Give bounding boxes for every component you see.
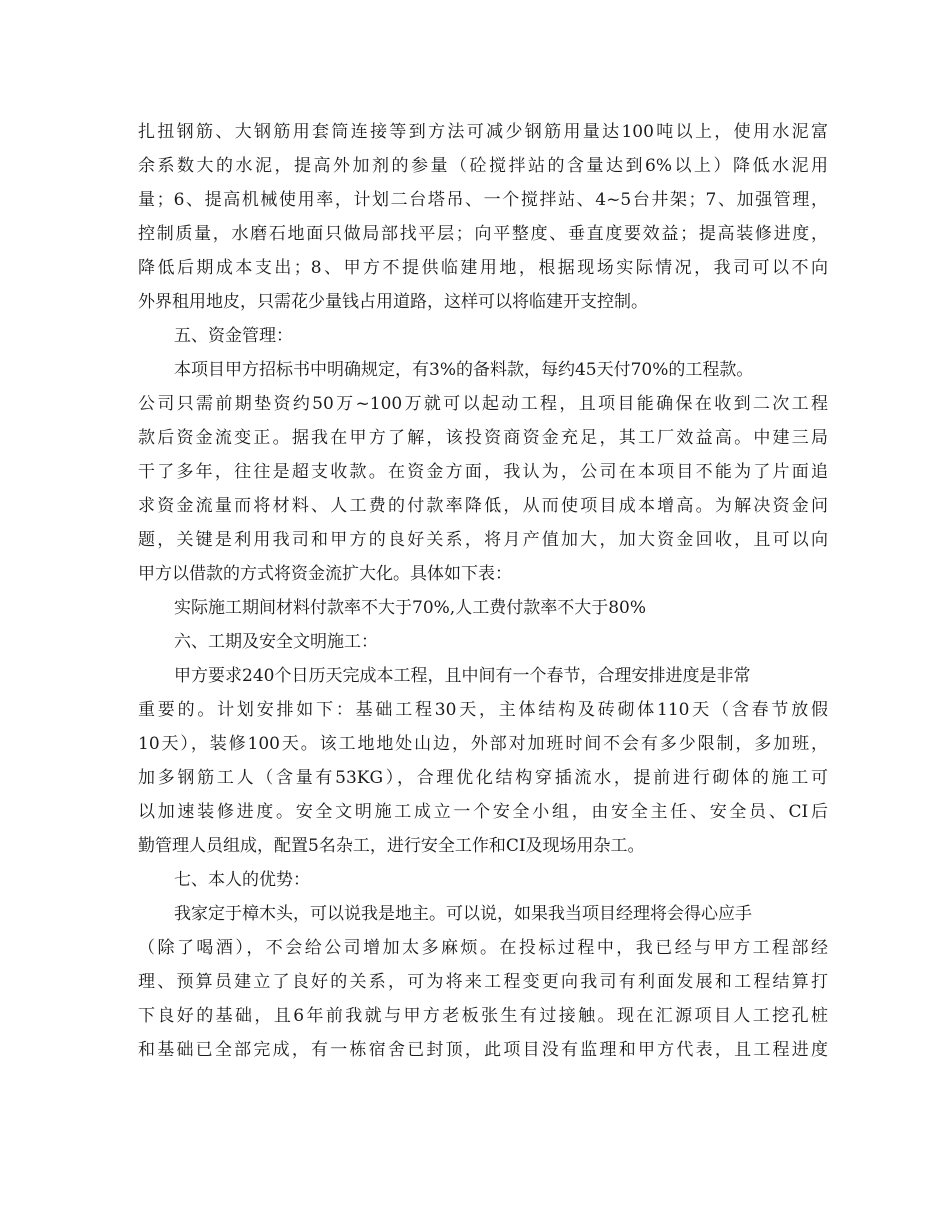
body-text-line: 加多钢筋工人（含量有53KG），合理优化结构穿插流水，提前进行砌体的施工可 [138, 768, 828, 788]
body-text-line: 干了多年，往往是超支收款。在资金方面，我认为，公司在本项目不能为了片面追 [138, 462, 828, 482]
body-text-line: 10天），装修100天。该工地地处山边，外部对加班时间不会有多少限制，多加班， [138, 734, 828, 754]
body-text-line: 理、预算员建立了良好的关系，可为将来工程变更向我司有利面发展和工程结算打 [138, 972, 828, 992]
body-text-line: 外界租用地皮，只需花少量钱占用道路，这样可以将临建开支控制。 [138, 292, 648, 312]
body-text-line: 余系数大的水泥，提高外加剂的参量（砼搅拌站的含量达到6%以上）降低水泥用 [138, 156, 828, 176]
body-text-line: （除了喝酒），不会给公司增加太多麻烦。在投标过程中，我已经与甲方工程部经 [138, 938, 828, 958]
body-text-line: 甲方要求240个日历天完成本工程，且中间有一个春节，合理安排进度是非常 [174, 666, 751, 686]
body-text-line: 我家定于樟木头，可以说我是地主。可以说，如果我当项目经理将会得心应手 [174, 904, 752, 924]
body-text-line: 本项目甲方招标书中明确规定，有3%的备料款，每约45天付70%的工程款。 [174, 360, 754, 380]
body-text-line: 重要的。计划安排如下：基础工程30天，主体结构及砖砌体110天（含春节放假 [138, 700, 828, 720]
body-text-line: 下良好的基础，且6年前我就与甲方老板张生有过接触。现在汇源项目人工挖孔桩 [138, 1006, 828, 1026]
body-text-line: 降低后期成本支出；8、甲方不提供临建用地，根据现场实际情况，我司可以不向 [138, 258, 828, 278]
section-heading-funds: 五、资金管理： [174, 326, 293, 346]
body-text-line: 求资金流量而将材料、人工费的付款率降低，从而使项目成本增高。为解决资金问 [138, 496, 828, 516]
body-text-line: 以加速装修进度。安全文明施工成立一个安全小组，由安全主任、安全员、CI后 [138, 802, 828, 822]
section-heading-advantages: 七、本人的优势： [174, 870, 310, 890]
body-text-line: 勤管理人员组成，配置5名杂工，进行安全工作和CI及现场用杂工。 [138, 836, 645, 856]
body-text-line: 甲方以借款的方式将资金流扩大化。具体如下表： [138, 564, 512, 584]
body-text-line: 题，关键是利用我司和甲方的良好关系，将月产值加大，加大资金回收，且可以向 [138, 530, 828, 550]
body-text-line: 公司只需前期垫资约50万~100万就可以起动工程，且项目能确保在收到二次工程 [138, 394, 828, 414]
body-text-line: 实际施工期间材料付款率不大于70%,人工费付款率不大于80% [174, 598, 646, 618]
body-text-line: 款后资金流变正。据我在甲方了解，该投资商资金充足，其工厂效益高。中建三局 [138, 428, 828, 448]
body-text-line: 控制质量，水磨石地面只做局部找平层；向平整度、垂直度要效益；提高装修进度， [138, 224, 828, 244]
section-heading-schedule-safety: 六、工期及安全文明施工： [174, 632, 378, 652]
document-body [138, 115, 828, 1067]
body-text-line: 扎扭钢筋、大钢筋用套筒连接等到方法可减少钢筋用量达100吨以上，使用水泥富 [138, 122, 828, 142]
body-text-line: 量；6、提高机械使用率，计划二台塔吊、一个搅拌站、4~5台井架；7、加强管理， [138, 190, 828, 210]
body-text-line: 和基础已全部完成，有一栋宿舍已封顶，此项目没有监理和甲方代表，且工程进度 [138, 1040, 828, 1060]
